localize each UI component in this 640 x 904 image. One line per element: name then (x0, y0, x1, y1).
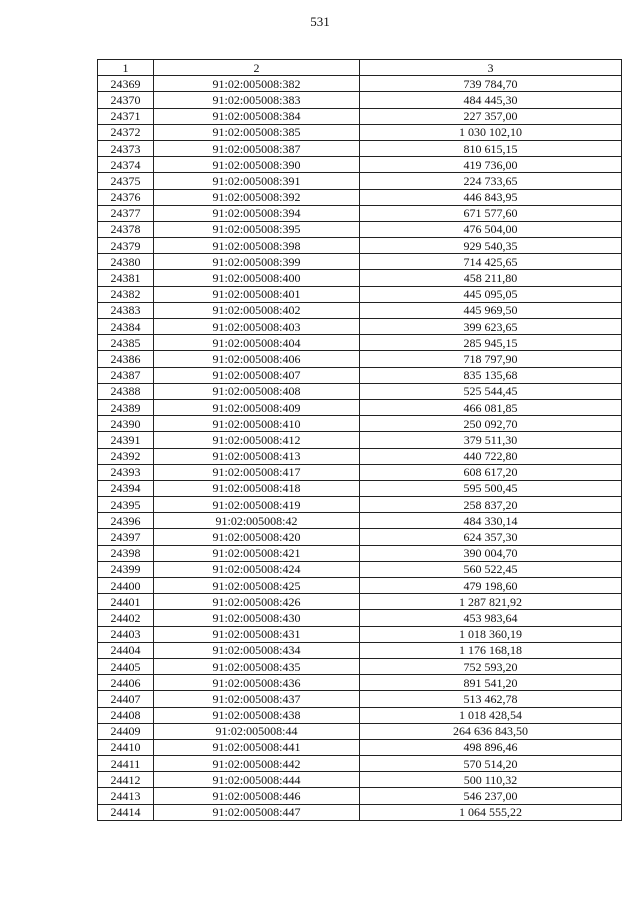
cadastral-number-cell: 91:02:005008:419 (154, 497, 360, 513)
table-row (98, 594, 622, 610)
row-number-cell: 24376 (98, 189, 154, 205)
table-row (98, 658, 622, 674)
table-row (98, 124, 622, 140)
value-cell: 1 018 360,19 (360, 626, 622, 642)
table-row (98, 578, 622, 594)
data-table (97, 59, 622, 821)
table-row (98, 351, 622, 367)
value-cell: 250 092,70 (360, 416, 622, 432)
cadastral-number-cell: 91:02:005008:385 (154, 124, 360, 140)
row-number-cell: 24378 (98, 221, 154, 237)
row-number-cell: 24393 (98, 464, 154, 480)
table-row (98, 626, 622, 642)
table-row (98, 739, 622, 755)
cadastral-number-cell: 91:02:005008:435 (154, 658, 360, 674)
value-cell: 458 211,80 (360, 270, 622, 286)
value-cell: 419 736,00 (360, 157, 622, 173)
row-number-cell: 24381 (98, 270, 154, 286)
value-cell: 1 018 428,54 (360, 707, 622, 723)
row-number-cell: 24405 (98, 658, 154, 674)
row-number-cell: 24380 (98, 254, 154, 270)
value-cell: 390 004,70 (360, 545, 622, 561)
table-row (98, 723, 622, 739)
table-row (98, 464, 622, 480)
cadastral-number-cell: 91:02:005008:431 (154, 626, 360, 642)
row-number-cell: 24414 (98, 804, 154, 820)
cadastral-number-cell: 91:02:005008:42 (154, 513, 360, 529)
cadastral-number-cell: 91:02:005008:410 (154, 416, 360, 432)
value-cell: 835 135,68 (360, 367, 622, 383)
table-row (98, 545, 622, 561)
cadastral-number-cell: 91:02:005008:407 (154, 367, 360, 383)
cadastral-number-cell: 91:02:005008:436 (154, 675, 360, 691)
cadastral-number-cell: 91:02:005008:418 (154, 480, 360, 496)
row-number-cell: 24389 (98, 399, 154, 415)
table-row (98, 513, 622, 529)
table-row (98, 561, 622, 577)
cadastral-number-cell: 91:02:005008:426 (154, 594, 360, 610)
row-number-cell: 24394 (98, 480, 154, 496)
cadastral-number-cell: 91:02:005008:446 (154, 788, 360, 804)
table-row (98, 610, 622, 626)
value-cell: 445 095,05 (360, 286, 622, 302)
cadastral-number-cell: 91:02:005008:387 (154, 140, 360, 156)
value-cell: 810 615,15 (360, 140, 622, 156)
value-cell: 929 540,35 (360, 238, 622, 254)
table-row (98, 108, 622, 124)
value-cell: 484 445,30 (360, 92, 622, 108)
table-row (98, 173, 622, 189)
cadastral-number-cell: 91:02:005008:442 (154, 756, 360, 772)
row-number-cell: 24388 (98, 383, 154, 399)
column-header-1: 1 (98, 60, 154, 76)
cadastral-number-cell: 91:02:005008:424 (154, 561, 360, 577)
cadastral-number-cell: 91:02:005008:421 (154, 545, 360, 561)
row-number-cell: 24400 (98, 578, 154, 594)
row-number-cell: 24396 (98, 513, 154, 529)
table-row (98, 399, 622, 415)
value-cell: 671 577,60 (360, 205, 622, 221)
value-cell: 714 425,65 (360, 254, 622, 270)
value-cell: 498 896,46 (360, 739, 622, 755)
cadastral-number-cell: 91:02:005008:420 (154, 529, 360, 545)
table-row (98, 367, 622, 383)
cadastral-number-cell: 91:02:005008:392 (154, 189, 360, 205)
row-number-cell: 24391 (98, 432, 154, 448)
table-row (98, 691, 622, 707)
value-cell: 484 330,14 (360, 513, 622, 529)
value-cell: 446 843,95 (360, 189, 622, 205)
value-cell: 440 722,80 (360, 448, 622, 464)
cadastral-number-cell: 91:02:005008:394 (154, 205, 360, 221)
cadastral-number-cell: 91:02:005008:400 (154, 270, 360, 286)
value-cell: 624 357,30 (360, 529, 622, 545)
value-cell: 285 945,15 (360, 335, 622, 351)
table-row (98, 189, 622, 205)
cadastral-number-cell: 91:02:005008:398 (154, 238, 360, 254)
value-cell: 1 030 102,10 (360, 124, 622, 140)
cadastral-number-cell: 91:02:005008:404 (154, 335, 360, 351)
row-number-cell: 24386 (98, 351, 154, 367)
table-row (98, 675, 622, 691)
table-row (98, 76, 622, 92)
row-number-cell: 24372 (98, 124, 154, 140)
table-row (98, 335, 622, 351)
table-row (98, 270, 622, 286)
table-header (98, 60, 622, 76)
value-cell: 264 636 843,50 (360, 723, 622, 739)
table-row (98, 205, 622, 221)
value-cell: 476 504,00 (360, 221, 622, 237)
table-row (98, 772, 622, 788)
cadastral-number-cell: 91:02:005008:447 (154, 804, 360, 820)
cadastral-number-cell: 91:02:005008:403 (154, 319, 360, 335)
table-row (98, 383, 622, 399)
row-number-cell: 24407 (98, 691, 154, 707)
value-cell: 513 462,78 (360, 691, 622, 707)
table-row (98, 756, 622, 772)
value-cell: 466 081,85 (360, 399, 622, 415)
row-number-cell: 24403 (98, 626, 154, 642)
value-cell: 1 176 168,18 (360, 642, 622, 658)
row-number-cell: 24373 (98, 140, 154, 156)
row-number-cell: 24370 (98, 92, 154, 108)
row-number-cell: 24375 (98, 173, 154, 189)
value-cell: 1 064 555,22 (360, 804, 622, 820)
cadastral-number-cell: 91:02:005008:401 (154, 286, 360, 302)
cadastral-number-cell: 91:02:005008:438 (154, 707, 360, 723)
row-number-cell: 24379 (98, 238, 154, 254)
row-number-cell: 24411 (98, 756, 154, 772)
row-number-cell: 24390 (98, 416, 154, 432)
cadastral-number-cell: 91:02:005008:382 (154, 76, 360, 92)
cadastral-number-cell: 91:02:005008:412 (154, 432, 360, 448)
table-row (98, 319, 622, 335)
table-row (98, 238, 622, 254)
column-header-2: 2 (154, 60, 360, 76)
table-row (98, 497, 622, 513)
table-row (98, 221, 622, 237)
header-row (98, 60, 622, 76)
cadastral-number-cell: 91:02:005008:409 (154, 399, 360, 415)
table-row (98, 416, 622, 432)
value-cell: 453 983,64 (360, 610, 622, 626)
value-cell: 479 198,60 (360, 578, 622, 594)
value-cell: 224 733,65 (360, 173, 622, 189)
cadastral-number-cell: 91:02:005008:44 (154, 723, 360, 739)
column-header-3: 3 (360, 60, 622, 76)
row-number-cell: 24408 (98, 707, 154, 723)
table-row (98, 642, 622, 658)
row-number-cell: 24395 (98, 497, 154, 513)
value-cell: 258 837,20 (360, 497, 622, 513)
value-cell: 891 541,20 (360, 675, 622, 691)
cadastral-number-cell: 91:02:005008:441 (154, 739, 360, 755)
row-number-cell: 24382 (98, 286, 154, 302)
table-row (98, 707, 622, 723)
value-cell: 595 500,45 (360, 480, 622, 496)
row-number-cell: 24412 (98, 772, 154, 788)
row-number-cell: 24409 (98, 723, 154, 739)
value-cell: 379 511,30 (360, 432, 622, 448)
cadastral-number-cell: 91:02:005008:390 (154, 157, 360, 173)
cadastral-number-cell: 91:02:005008:383 (154, 92, 360, 108)
row-number-cell: 24384 (98, 319, 154, 335)
cadastral-number-cell: 91:02:005008:417 (154, 464, 360, 480)
row-number-cell: 24401 (98, 594, 154, 610)
value-cell: 608 617,20 (360, 464, 622, 480)
row-number-cell: 24392 (98, 448, 154, 464)
row-number-cell: 24385 (98, 335, 154, 351)
table-row (98, 302, 622, 318)
row-number-cell: 24406 (98, 675, 154, 691)
table-row (98, 92, 622, 108)
cadastral-number-cell: 91:02:005008:444 (154, 772, 360, 788)
table-row (98, 432, 622, 448)
table-body (98, 76, 622, 821)
table-row (98, 140, 622, 156)
value-cell: 399 623,65 (360, 319, 622, 335)
table-row (98, 529, 622, 545)
value-cell: 718 797,90 (360, 351, 622, 367)
cadastral-number-cell: 91:02:005008:406 (154, 351, 360, 367)
table-row (98, 480, 622, 496)
row-number-cell: 24383 (98, 302, 154, 318)
value-cell: 500 110,32 (360, 772, 622, 788)
row-number-cell: 24413 (98, 788, 154, 804)
row-number-cell: 24404 (98, 642, 154, 658)
value-cell: 227 357,00 (360, 108, 622, 124)
cadastral-number-cell: 91:02:005008:430 (154, 610, 360, 626)
table-row (98, 804, 622, 820)
cadastral-number-cell: 91:02:005008:437 (154, 691, 360, 707)
table-row (98, 157, 622, 173)
row-number-cell: 24371 (98, 108, 154, 124)
row-number-cell: 24402 (98, 610, 154, 626)
cadastral-number-cell: 91:02:005008:391 (154, 173, 360, 189)
row-number-cell: 24397 (98, 529, 154, 545)
cadastral-number-cell: 91:02:005008:413 (154, 448, 360, 464)
cadastral-number-cell: 91:02:005008:434 (154, 642, 360, 658)
cadastral-number-cell: 91:02:005008:425 (154, 578, 360, 594)
row-number-cell: 24377 (98, 205, 154, 221)
value-cell: 560 522,45 (360, 561, 622, 577)
row-number-cell: 24387 (98, 367, 154, 383)
row-number-cell: 24398 (98, 545, 154, 561)
row-number-cell: 24410 (98, 739, 154, 755)
value-cell: 570 514,20 (360, 756, 622, 772)
value-cell: 445 969,50 (360, 302, 622, 318)
cadastral-number-cell: 91:02:005008:384 (154, 108, 360, 124)
row-number-cell: 24374 (98, 157, 154, 173)
row-number-cell: 24369 (98, 76, 154, 92)
table-row (98, 286, 622, 302)
table-row (98, 254, 622, 270)
value-cell: 752 593,20 (360, 658, 622, 674)
page-number: 531 (310, 14, 330, 29)
table-row (98, 448, 622, 464)
value-cell: 546 237,00 (360, 788, 622, 804)
cadastral-number-cell: 91:02:005008:402 (154, 302, 360, 318)
value-cell: 739 784,70 (360, 76, 622, 92)
value-cell: 1 287 821,92 (360, 594, 622, 610)
table-row (98, 788, 622, 804)
row-number-cell: 24399 (98, 561, 154, 577)
cadastral-number-cell: 91:02:005008:408 (154, 383, 360, 399)
cadastral-number-cell: 91:02:005008:399 (154, 254, 360, 270)
cadastral-number-cell: 91:02:005008:395 (154, 221, 360, 237)
value-cell: 525 544,45 (360, 383, 622, 399)
